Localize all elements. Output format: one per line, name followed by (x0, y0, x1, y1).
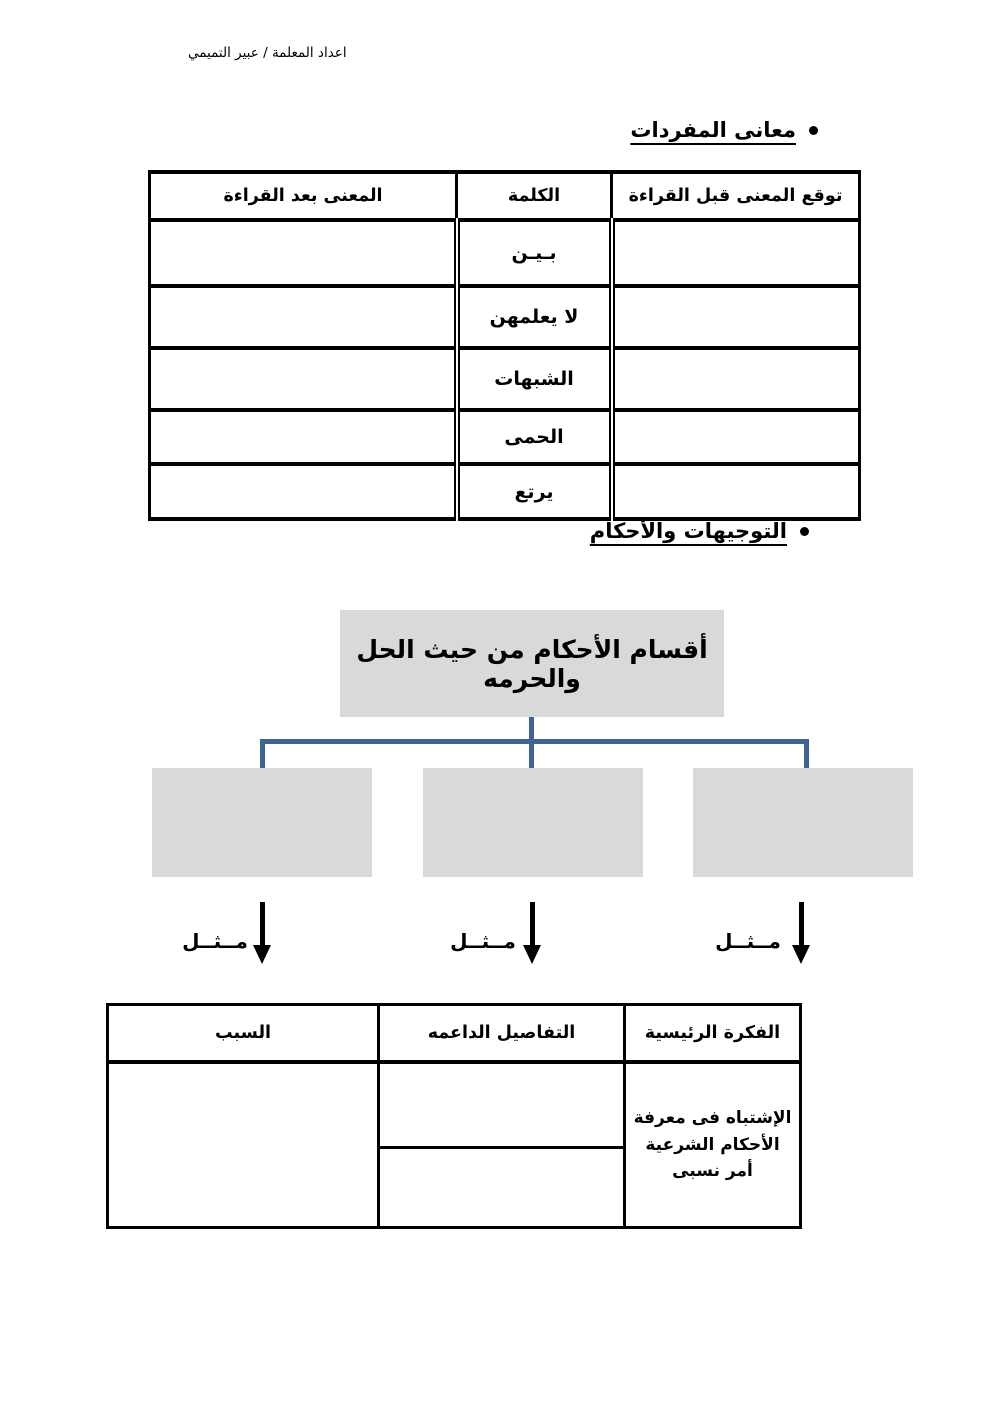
analysis-table-header-row (108, 1005, 801, 1063)
answer-cell-after (150, 220, 457, 286)
arrow-label: مــثــل (182, 929, 248, 953)
answer-cell-before (612, 286, 860, 348)
col-header-word: الكلمة (457, 172, 612, 220)
vocab-table-header-row (150, 172, 860, 220)
word-cell: لا يعلمهن (457, 286, 612, 348)
connector-stub-vertical (529, 717, 534, 741)
answer-cell-after (150, 464, 457, 519)
arrow-label: مــثــل (450, 929, 516, 953)
vocab-section-heading (630, 118, 818, 142)
diagram-root-box: أقسام الأحكام من حيث الحل والحرمه (340, 610, 724, 717)
answer-cell-after (150, 348, 457, 410)
vocab-table (148, 170, 861, 521)
down-arrow-icon (523, 902, 541, 963)
vocab-row (150, 410, 860, 464)
bullet-icon (809, 126, 818, 135)
diagram-empty-box-right (693, 768, 913, 877)
word-cell: يرتع (457, 464, 612, 519)
down-arrow-icon (253, 902, 271, 963)
answer-cell-after (150, 286, 457, 348)
analysis-table (106, 1003, 802, 1229)
answer-cell-before (612, 348, 860, 410)
connector-drop-right (804, 744, 809, 769)
answer-cell-before (612, 410, 860, 464)
connector-drop-middle (529, 744, 534, 769)
vocab-row (150, 348, 860, 410)
details-cell-top (379, 1062, 625, 1148)
connector-drop-left (260, 744, 265, 769)
col-header-predict-before: توقع المعنى قبل القراءة (612, 172, 860, 220)
reason-cell (108, 1062, 379, 1228)
word-cell: الحمى (457, 410, 612, 464)
arrow-label: مــثــل (715, 929, 781, 953)
vocab-row (150, 286, 860, 348)
word-cell: الشبهات (457, 348, 612, 410)
col-header-details: التفاصيل الداعمه (379, 1005, 625, 1063)
word-cell: بـيـن (457, 220, 612, 286)
answer-cell-after (150, 410, 457, 464)
analysis-body-row (108, 1062, 801, 1148)
down-arrow-icon (792, 902, 810, 963)
details-cell-bottom (379, 1148, 625, 1228)
col-header-main-idea: الفكرة الرئيسية (625, 1005, 801, 1063)
diagram-empty-box-middle (423, 768, 643, 877)
col-header-meaning-after: المعنى بعد القراءة (150, 172, 457, 220)
vocab-row (150, 220, 860, 286)
bullet-icon (800, 527, 809, 536)
main-idea-cell: الإشتباه فى معرفة الأحكام الشرعية أمر نسبى (625, 1062, 801, 1228)
connector-horizontal (260, 739, 809, 744)
rulings-heading-text: التوجيهات والأحكام (589, 519, 787, 543)
vocab-heading-text: معانى المفردات (630, 118, 796, 142)
col-header-reason: السبب (108, 1005, 379, 1063)
answer-cell-before (612, 464, 860, 519)
diagram-empty-box-left (152, 768, 372, 877)
vocab-row (150, 464, 860, 519)
rulings-section-heading (590, 519, 809, 543)
prepared-by-note: اعداد المعلمة / عبير التميمي (188, 45, 347, 61)
answer-cell-before (612, 220, 860, 286)
